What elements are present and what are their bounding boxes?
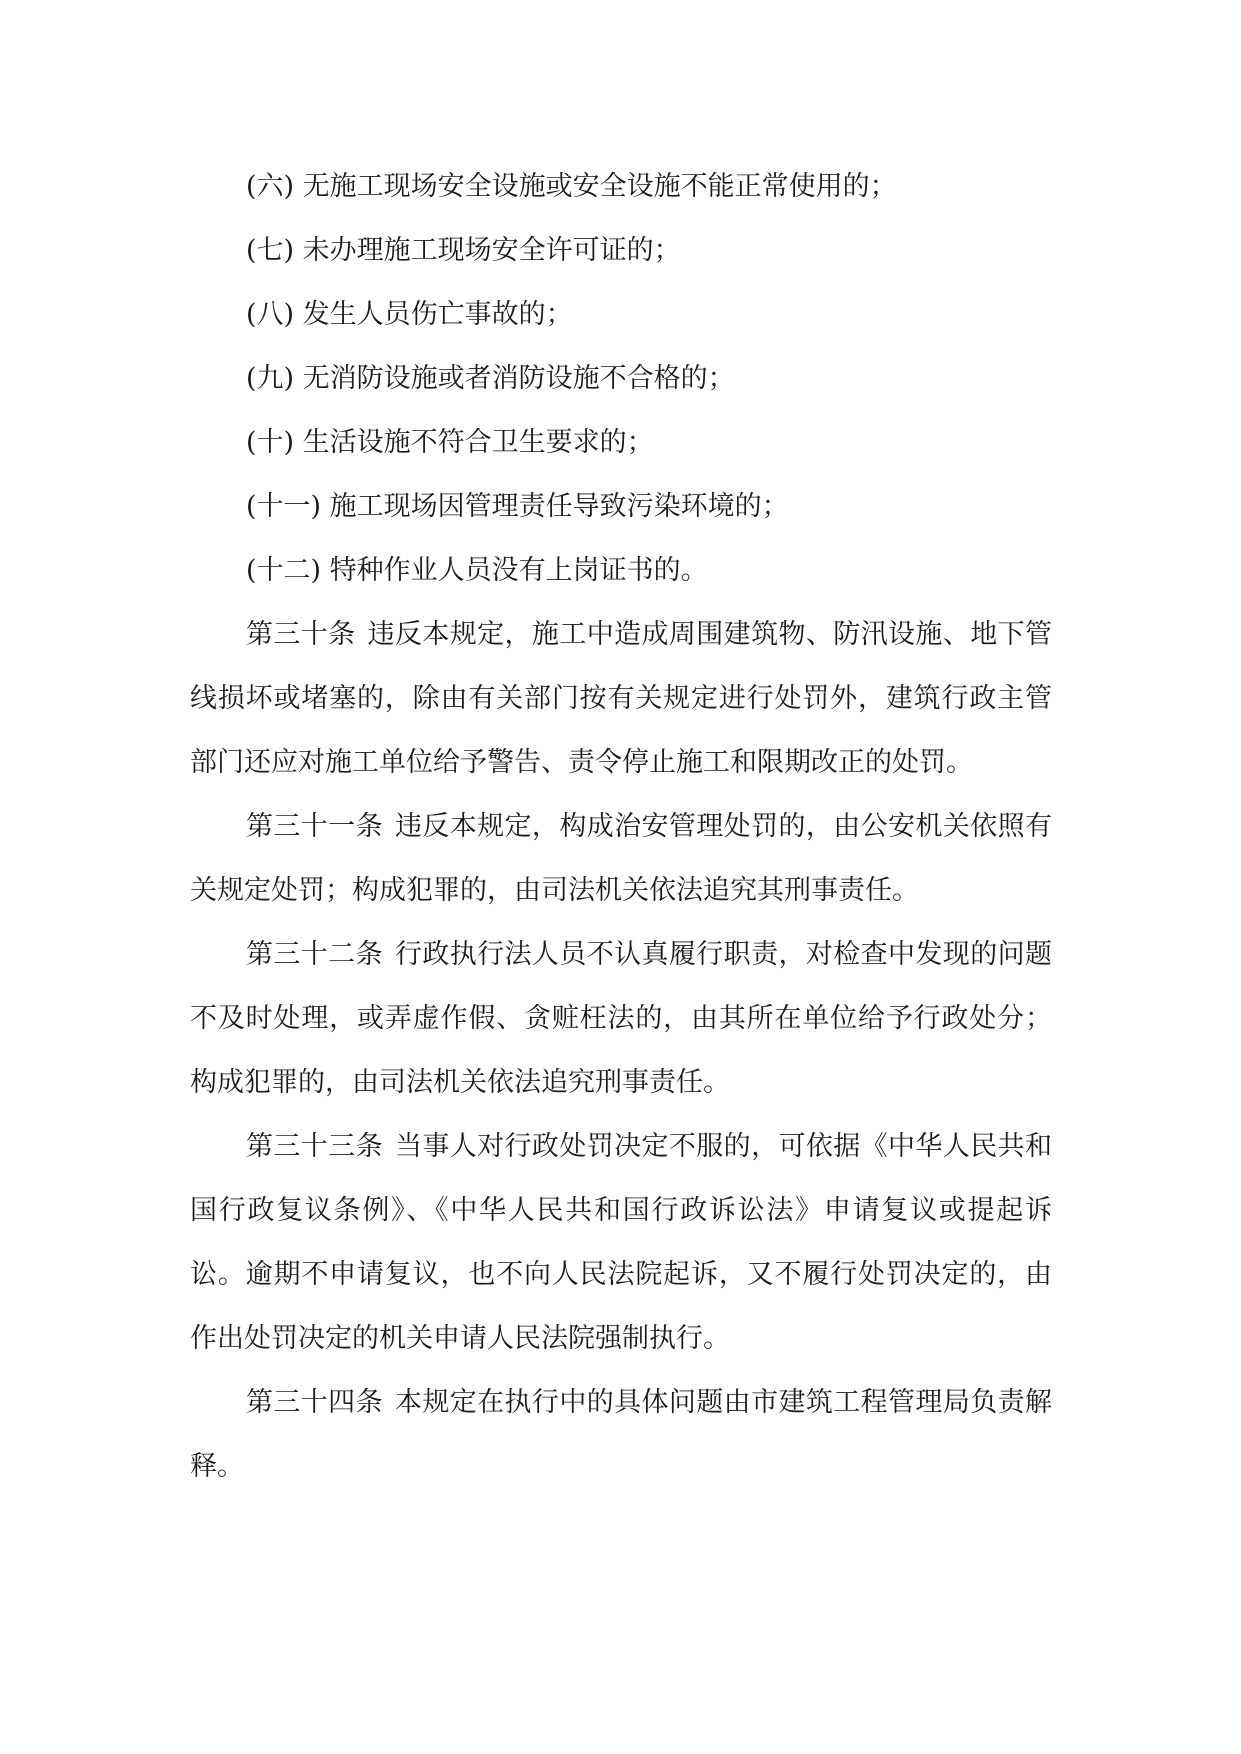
article-31 (190, 795, 1052, 923)
article-31-heading: 第三十一条 (246, 811, 383, 842)
list-item-8: (八) 发生人员伤亡事故的； (246, 299, 573, 330)
list-item-7: (七) 未办理施工现场安全许可证的； (246, 235, 681, 266)
article-30-heading: 第三十条 (246, 619, 356, 650)
list-item-6: (六) 无施工现场安全设施或安全设施不能正常使用的； (246, 171, 897, 202)
list-item-10: (十) 生活设施不符合卫生要求的； (246, 427, 654, 458)
article-30-text: 违反本规定，施工中造成周围建筑物、防汛设施、地下管线损坏或堵塞的，除由有关部门按有关规定进行处罚外，建筑行政主管部门还应对施工单位给予警告、责令停止施工和限期改正的处罚。 (190, 619, 1053, 778)
article-31-text: 违反本规定，构成治安管理处罚的，由公安机关依照有关规定处罚；构成犯罪的，由司法机关依法追究其刑事责任。 (190, 811, 1053, 906)
article-32-text: 行政执行法人员不认真履行职责，对检查中发现的问题不及时处理，或弄虚作假、贪赃枉法的，由其所在单位给予行政处分；构成犯罪的，由司法机关依法追究刑事责任。 (190, 939, 1053, 1098)
article-33 (190, 1115, 1052, 1371)
list-item-9: (九) 无消防设施或者消防设施不合格的； (246, 363, 735, 394)
article-33-heading: 第三十三条 (246, 1131, 383, 1162)
article-32-heading: 第三十二条 (246, 939, 383, 970)
article-30 (190, 603, 1052, 795)
article-32 (190, 923, 1052, 1115)
article-34-text: 本规定在执行中的具体问题由市建筑工程管理局负责解释。 (190, 1387, 1053, 1482)
article-34 (190, 1371, 1052, 1499)
article-34-heading: 第三十四条 (246, 1387, 383, 1418)
list-item-12: (十二) 特种作业人员没有上岗证书的。 (246, 555, 708, 586)
article-33-text: 当事人对行政处罚决定不服的，可依据《中华人民共和国行政复议条例》、《中华人民共和国行政诉讼法》申请复议或提起诉讼。逾期不申请复议，也不向人民法院起诉，又不履行处罚决定的，由作出处罚决定的机关申请人民法院强制执行。 (190, 1131, 1053, 1354)
list-item-11: (十一) 施工现场因管理责任导致污染环境的； (246, 491, 789, 522)
document-body (190, 155, 1052, 1499)
